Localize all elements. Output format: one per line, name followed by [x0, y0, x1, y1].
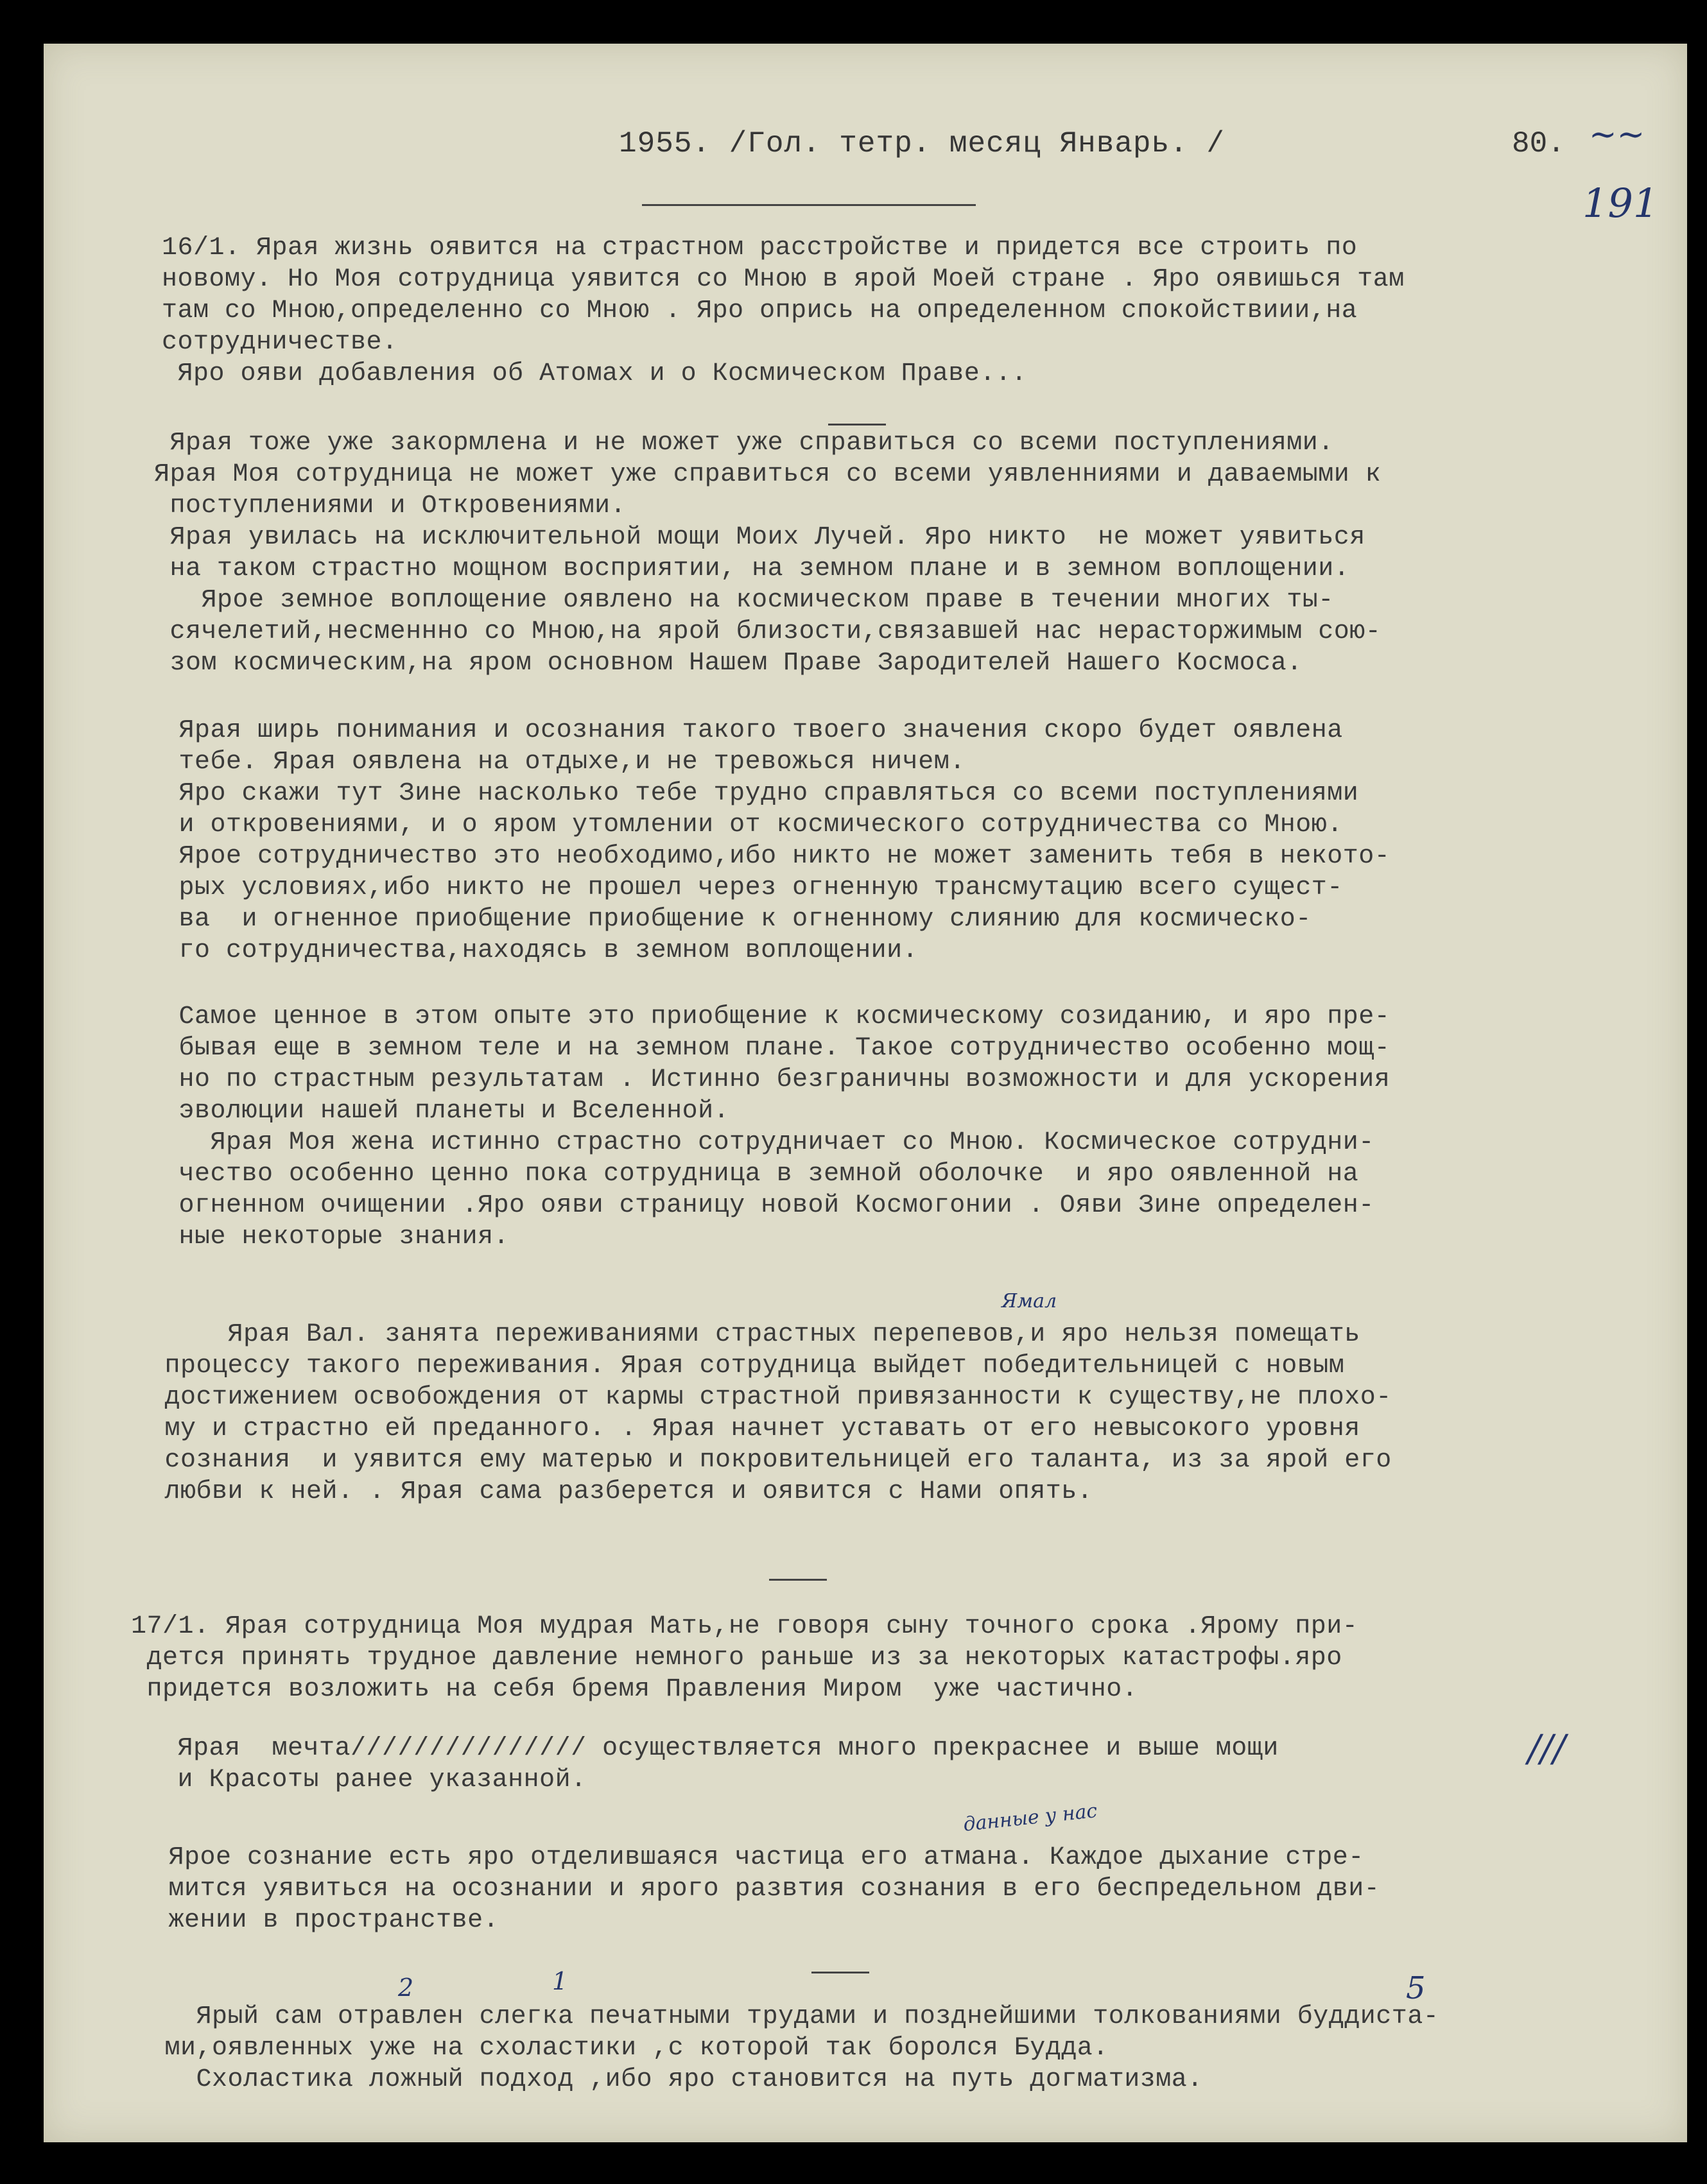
- paragraph-text: Ярый сам отравлен слегка печатными трудами и позднейшими толкованиями буддиста- ми,оявленных уже на схоластики ,с которой так боролся Будда. Схоластика ложный подход ,ибо яро становится на путь догматизма.: [164, 2002, 1439, 2094]
- entry-17-1: [131, 1611, 1358, 1705]
- paragraph-text: Ярая тоже уже закормлена и не может уже справиться со всеми поступлениями. Ярая Моя сотрудница не может уже справиться со всеми уявленниями и даваемыми к поступлениями и Откровениями. Ярая увилась на исключительной мощи Моих Лучей. Яро никто не может уявиться на таком страстно мощном восприятии, на земном плане и в земном воплощении. Ярое земное воплощение оявлено на космическом праве в течении многих ты- сячелетий,несменнно со Мною,на ярой близости,связавшей нас нерасторжимым сою- зом космическим,на яром основном Нашем Праве Зародителей Нашего Космоса.: [154, 429, 1382, 678]
- paragraph-cosmic-creation: [163, 1001, 1390, 1253]
- paragraph-text: Ярая Вал. занята переживаниями страстных перепевов,и яро нельзя помещать процессу такого переживания. Ярая сотрудница выйдет победительницей с новым достижением освобождения от кармы страстной привязанности к существу,не плохо- му и страстно ей преданного. . Ярая начнет уставать от его невысокого уровня сознания и уявится ему матерью и покровительницей его таланта, из за ярой его любви к ней. . Ярая сама разберется и оявится с Нами опять.: [164, 1320, 1392, 1506]
- paragraph-text: Самое ценное в этом опыте это приобщение к космическому созиданию, и яро пре- бывая еще в земном теле и на земном плане. Такое сотрудничество особенно мощ- но по страстным результатам . Истинно безграничны возможности и для ускорения эволюции нашей планеты и Вселенной. Ярая Моя жена истинно страстно сотрудничает со Мною. Космическое сотрудни- чество особенно ценно пока сотрудница в земной оболочке и яро оявленной на огненном очищении .Яро ояви страницу новой Космогонии . Ояви Зине определен- ные некоторые знания.: [178, 1002, 1391, 1251]
- entry-text: 17/1. Ярая сотрудница Моя мудрая Мать,не говоря сыну точного срока .Ярому при- дется принять трудное давление немного раньше из за некоторых катастрофы.яро придется возложить на себя бремя Правления Миром уже частично.: [131, 1612, 1358, 1704]
- handwritten-page-number: 191: [1582, 180, 1659, 227]
- separator-dash: [811, 1972, 869, 1973]
- page-number: 80.: [1512, 127, 1565, 160]
- page-title: 1955. /Гол. тетр. месяц Январь. /: [619, 127, 1225, 160]
- handwritten-insertion: Ямал: [1001, 1290, 1057, 1312]
- handwritten-insertion: данные у нас: [962, 1800, 1098, 1836]
- separator-dash: [828, 424, 886, 426]
- paragraph-cosmic-right: [154, 427, 1381, 679]
- paragraph-dream: [162, 1733, 1279, 1796]
- handwritten-numeral: 1: [552, 1967, 568, 1995]
- paragraph-text: Ярая мечта/////////////// осуществляется много прекраснее и выше мощи и Красоты ранее указанной.: [177, 1734, 1279, 1794]
- separator-dash: [769, 1579, 827, 1581]
- paragraph-val: [149, 1319, 1392, 1508]
- paragraph-scholasticism: [149, 2001, 1439, 2095]
- handwritten-top-mark: ~~: [1589, 116, 1645, 154]
- paragraph-text: Ярое сознание есть яро отделившаяся частица его атмана. Каждое дыхание стре- мится уявиться на осознании и ярого развтия сознания в его беспредельном дви- жении в пространстве.: [168, 1843, 1380, 1935]
- title-underline: [642, 204, 976, 206]
- handwritten-numeral: 2: [398, 1973, 414, 2002]
- entry-text: 16/1. Ярая жизнь оявится на страстном расстройстве и придется все строить по новому. Но Моя сотрудница уявится со Мною в ярой Моей стране . Яро оявишься там там со Мною,определенно со Мною . Яро опрись на определенном спокойствиии,на сотрудничестве. Яро ояви добавления об Атомах и о Космическом Праве...: [162, 234, 1405, 388]
- paragraph-understanding: [163, 715, 1390, 967]
- paragraph-consciousness: [153, 1842, 1380, 1936]
- paragraph-text: Ярая ширь понимания и осознания такого твоего значения скоро будет оявлена тебе. Ярая оявлена на отдыхе,и не тревожься ничем. Яро скажи тут Зине насколько тебе трудно справляться со всеми поступлениями и откровениями, и о яром утомлении от космического сотрудничества со Мною. Ярое сотрудничество это необходимо,ибо никто не может заменить тебя в некото- рых условиях,ибо никто не прошел через огненную трансмутацию всего сущест- ва и огненное приобщение приобщение к огненному слиянию для космическо- го сотрудничества,находясь в земном воплощении.: [178, 716, 1391, 965]
- entry-16-1: [162, 232, 1405, 390]
- handwritten-margin-mark: ///: [1528, 1726, 1566, 1770]
- handwritten-numeral: 5: [1406, 1970, 1426, 2006]
